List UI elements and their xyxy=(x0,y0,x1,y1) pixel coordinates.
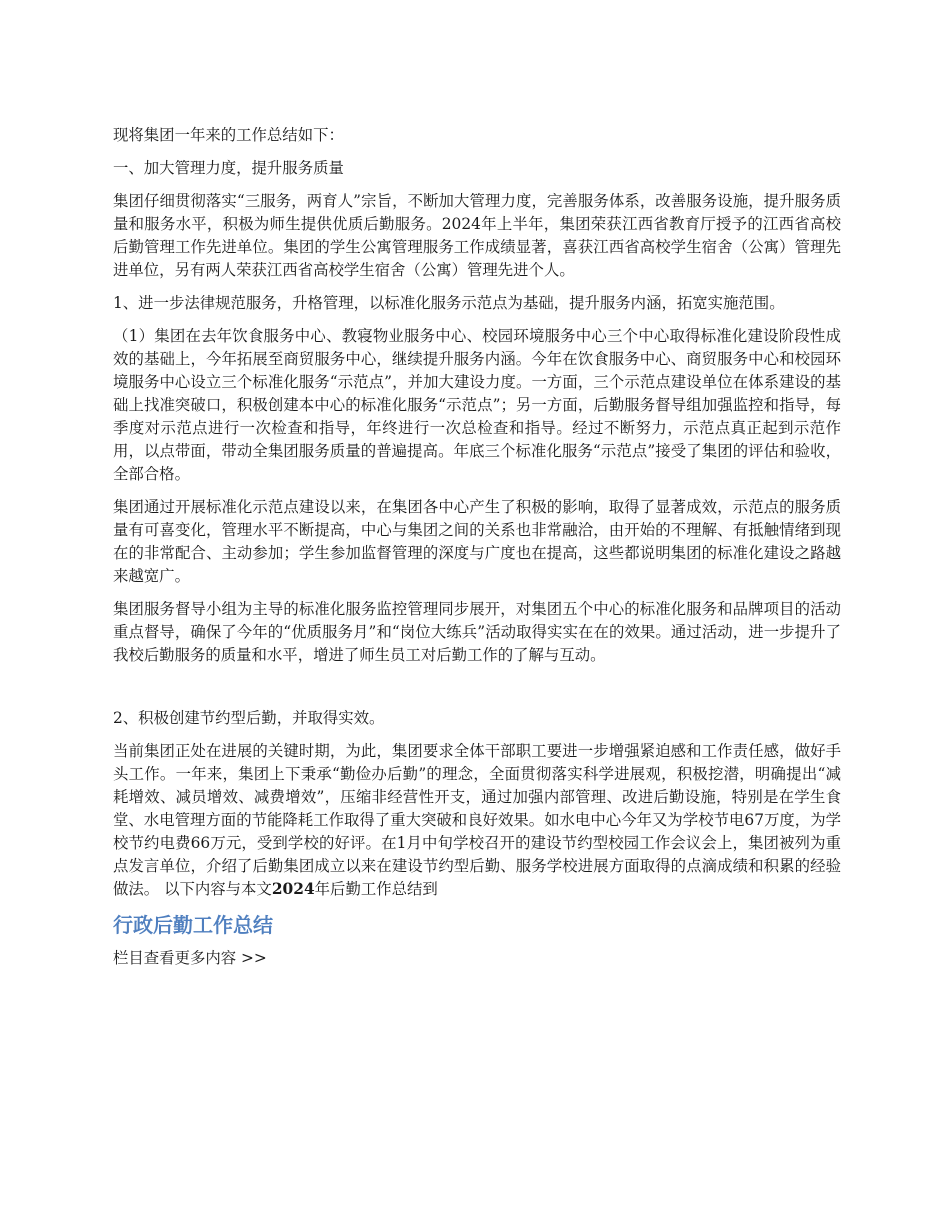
paragraph: 集团通过开展标准化示范点建设以来，在集团各中心产生了积极的影响，取得了显著成效，示范点的服务质量有可喜变化，管理水平不断提高，中心与集团之间的关系也非常融洽，由开始的不理解、有抵触情绪到现在的非常配合、主动参加；学生参加监督管理的深度与广度也在提高，这些都说明集团的标准化建设之路越来越宽广。 xyxy=(113,498,841,585)
paragraph xyxy=(113,740,841,901)
paragraph: 集团服务督导小组为主导的标准化服务监控管理同步展开，对集团五个中心的标准化服务和品牌项目的活动重点督导，确保了今年的“优质服务月”和“岗位大练兵”活动取得实实在在的效果。通过活动，进一步提升了我校后勤服务的质量和水平，增进了师生员工对后勤工作的了解与互动。 xyxy=(113,600,841,664)
intro-text: 现将集团一年来的工作总结如下： xyxy=(113,126,344,144)
document-page xyxy=(113,124,841,970)
related-heading-link[interactable]: 行政后勤工作总结 xyxy=(113,913,273,937)
paragraph: （1）集团在去年饮食服务中心、教寝物业服务中心、校园环境服务中心三个中心取得标准化建设阶段性成效的基础上，今年拓展至商贸服务中心，继续提升服务内涵。今年在饮食服务中心、商贸服务中心和校园环境服务中心设立三个标准化服务“示范点”，并加大建设力度。一方面，三个示范点建设单位在体系建设的基础上找准突破口，积极创建本中心的标准化服务“示范点”；另一方面，后勤服务督导组加强监控和指导，每季度对示范点进行一次检查和指导，年终进行一次总检查和指导。经过不断努力，示范点真正起到示范作用，以点带面，带动全集团服务质量的普遍提高。年底三个标准化服务“示范点”接受了集团的评估和验收，全部合格。 xyxy=(113,327,841,483)
paragraph-text: 当前集团正处在进展的关键时期，为此，集团要求全体干部职工要进一步增强紧迫感和工作责任感，做好手头工作。一年来，集团上下秉承“勤俭办后勤”的理念，全面贯彻落实科学进展观，积极挖潜，明确提出“减耗增效、减员增效、减费增效”，压缩非经营性开支，通过加强内部管理、改进后勤设施，特别是在学生食堂、水电管理方面的节能降耗工作取得了重大突破和良好效果。如水电中心今年又为学校节电67万度，为学校节约电费66万元，受到学校的好评。在1月中旬学校召开的建设节约型校园工作会议会上，集团被列为重点发言单位，介绍了后勤集团成立以来在建设节约型后勤、服务学校进展方面取得的点滴成绩和积累的经验做法。 以下内容与本文 xyxy=(113,742,841,898)
year-bold: 2024 xyxy=(271,880,315,898)
item-title: 2、积极创建节约型后勤，并取得实效。 xyxy=(113,709,385,727)
spacer xyxy=(113,677,841,707)
paragraph-tail: 年后勤工作总结到 xyxy=(314,880,438,898)
more-content-link[interactable]: 栏目查看更多内容 >> xyxy=(113,949,267,967)
section-title: 一、加大管理力度，提升服务质量 xyxy=(113,159,344,177)
paragraph: 集团仔细贯彻落实“三服务，两育人”宗旨，不断加大管理力度，完善服务体系，改善服务设施，提升服务质量和服务水平，积极为师生提供优质后勤服务。2024年上半年，集团荣获江西省教育厅授予的江西省高校后勤管理工作先进单位。集团的学生公寓管理服务工作成绩显著，喜获江西省高校学生宿舍（公寓）管理先进单位，另有两人荣获江西省高校学生宿舍（公寓）管理先进个人。 xyxy=(113,192,841,279)
item-title: 1、进一步法律规范服务，升格管理，以标准化服务示范点为基础，提升服务内涵，拓宽实施范围。 xyxy=(113,294,785,312)
